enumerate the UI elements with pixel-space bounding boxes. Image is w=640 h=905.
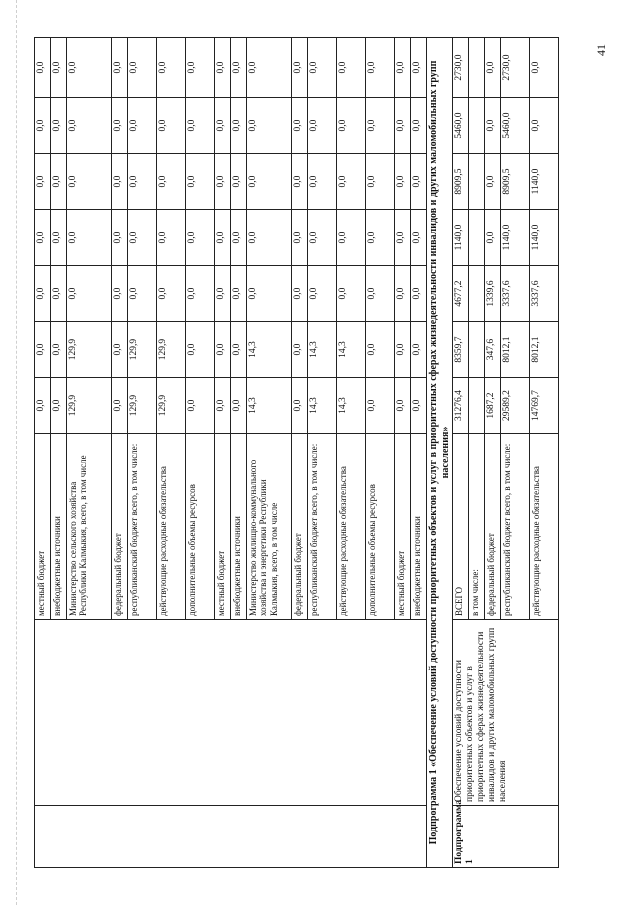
subprogram-heading-row [427, 38, 453, 868]
value-cell: 0,0 [157, 154, 186, 210]
value-cell: 0,0 [51, 38, 67, 98]
value-cell: 0,0 [366, 154, 395, 210]
value-cell: 0,0 [411, 322, 427, 378]
value-cell: 0,0 [411, 154, 427, 210]
value-cell: 0,0 [67, 38, 112, 98]
value-cell: 0,0 [308, 38, 337, 98]
value-cell: 0,0 [186, 38, 215, 98]
value-cell: 5460,0 [501, 98, 530, 154]
name-cell-empty [35, 620, 427, 806]
funding-source-cell: внебюджетные источники [411, 434, 427, 620]
value-cell: 0,0 [366, 378, 395, 434]
value-cell: 0,0 [411, 98, 427, 154]
value-cell: 0,0 [485, 98, 501, 154]
value-cell: 0,0 [67, 210, 112, 266]
value-cell: 0,0 [186, 154, 215, 210]
value-cell: 0,0 [411, 266, 427, 322]
value-cell: 0,0 [186, 378, 215, 434]
value-cell: 0,0 [67, 154, 112, 210]
value-cell: 1140,0 [453, 210, 469, 266]
value-cell: 14,3 [308, 378, 337, 434]
value-cell: 0,0 [308, 154, 337, 210]
value-cell: 0,0 [35, 154, 51, 210]
value-cell: 14,3 [337, 378, 366, 434]
value-cell [469, 378, 485, 434]
value-cell: 1140,0 [530, 154, 559, 210]
value-cell: 0,0 [186, 98, 215, 154]
value-cell: 0,0 [395, 154, 411, 210]
value-cell: 0,0 [35, 322, 51, 378]
value-cell: 0,0 [67, 98, 112, 154]
value-cell: 0,0 [530, 38, 559, 98]
value-cell: 0,0 [231, 266, 247, 322]
value-cell: 0,0 [308, 210, 337, 266]
value-cell: 0,0 [247, 266, 292, 322]
value-cell [469, 266, 485, 322]
value-cell: 0,0 [366, 322, 395, 378]
value-cell: 1339,6 [485, 266, 501, 322]
value-cell: 29589,2 [501, 378, 530, 434]
value-cell: 14,3 [247, 322, 292, 378]
value-cell: 0,0 [186, 322, 215, 378]
value-cell: 0,0 [51, 154, 67, 210]
funding-source-cell: республиканский бюджет всего, в том числе: [501, 434, 530, 620]
value-cell: 14769,7 [530, 378, 559, 434]
value-cell: 0,0 [247, 210, 292, 266]
table-row [35, 38, 51, 868]
value-cell [469, 98, 485, 154]
funding-source-cell: федеральный бюджет [112, 434, 128, 620]
value-cell: 0,0 [35, 378, 51, 434]
value-cell: 0,0 [128, 210, 157, 266]
table-body-top [35, 38, 427, 868]
value-cell: 1687,2 [485, 378, 501, 434]
value-cell: 8909,5 [453, 154, 469, 210]
value-cell: 1140,0 [530, 210, 559, 266]
funding-source-cell: в том числе: [469, 434, 485, 620]
value-cell: 0,0 [395, 38, 411, 98]
value-cell: 0,0 [157, 266, 186, 322]
value-cell: 0,0 [395, 378, 411, 434]
value-cell: 0,0 [337, 266, 366, 322]
table-row [453, 38, 469, 868]
value-cell: 0,0 [215, 154, 231, 210]
scan-edge-line [16, 0, 18, 905]
value-cell: 0,0 [337, 98, 366, 154]
value-cell: 0,0 [395, 322, 411, 378]
value-cell: 0,0 [247, 38, 292, 98]
value-cell: 0,0 [51, 266, 67, 322]
value-cell: 0,0 [128, 154, 157, 210]
value-cell: 0,0 [215, 98, 231, 154]
value-cell: 347,6 [485, 322, 501, 378]
funding-source-cell: действующие расходные обязательства [337, 434, 366, 620]
value-cell: 0,0 [186, 210, 215, 266]
budget-table-sheet [34, 38, 604, 868]
value-cell: 0,0 [215, 266, 231, 322]
value-cell [469, 154, 485, 210]
funding-source-cell: федеральный бюджет [485, 434, 501, 620]
value-cell: 0,0 [292, 266, 308, 322]
funding-source-cell: Министерство жилищно-коммунального хозяйства и энергетики Республики Калмыкия, всего, в том числе [247, 434, 292, 620]
value-cell: 8909,5 [501, 154, 530, 210]
value-cell: 0,0 [186, 266, 215, 322]
value-cell: 8012,1 [530, 322, 559, 378]
value-cell: 0,0 [411, 210, 427, 266]
status-cell-empty [35, 806, 427, 868]
value-cell: 0,0 [35, 266, 51, 322]
value-cell: 0,0 [112, 154, 128, 210]
value-cell: 0,0 [485, 210, 501, 266]
value-cell: 0,0 [128, 98, 157, 154]
value-cell: 0,0 [292, 322, 308, 378]
subprogram-name-cell: Обеспечение условий доступности приоритетных объектов и услуг в приоритетных сферах жизнедеятельности инвалидов и других маломобильных групп населения [453, 620, 559, 806]
value-cell: 3337,6 [530, 266, 559, 322]
value-cell: 0,0 [215, 38, 231, 98]
value-cell: 0,0 [247, 98, 292, 154]
value-cell: 0,0 [366, 266, 395, 322]
value-cell: 0,0 [231, 154, 247, 210]
value-cell [469, 210, 485, 266]
value-cell: 0,0 [51, 98, 67, 154]
value-cell: 0,0 [337, 154, 366, 210]
funding-source-cell: действующие расходные обязательства [157, 434, 186, 620]
value-cell: 0,0 [128, 266, 157, 322]
funding-source-cell: ВСЕГО [453, 434, 469, 620]
value-cell: 0,0 [366, 210, 395, 266]
value-cell: 0,0 [485, 38, 501, 98]
value-cell: 31276,4 [453, 378, 469, 434]
value-cell [469, 322, 485, 378]
value-cell: 0,0 [292, 210, 308, 266]
value-cell: 0,0 [366, 98, 395, 154]
funding-source-cell: местный бюджет [35, 434, 51, 620]
value-cell: 0,0 [51, 210, 67, 266]
funding-source-cell: внебюджетные источники [231, 434, 247, 620]
subprogram-status-cell: Подпрограмма 1 [453, 806, 559, 868]
funding-source-cell: федеральный бюджет [292, 434, 308, 620]
value-cell: 129,9 [157, 322, 186, 378]
value-cell: 2730,0 [501, 38, 530, 98]
value-cell: 14,3 [337, 322, 366, 378]
value-cell: 129,9 [67, 378, 112, 434]
value-cell: 0,0 [411, 38, 427, 98]
value-cell: 4677,2 [453, 266, 469, 322]
table-body-subprogram [453, 38, 559, 868]
value-cell: 0,0 [35, 98, 51, 154]
funding-source-cell: внебюджетные источники [51, 434, 67, 620]
value-cell: 0,0 [337, 38, 366, 98]
subprogram-heading: Подпрограмма 1 «Обеспечение условий доступности приоритетных объектов и услуг в приоритетных сферах жизнедеятельности инвалидов и других маломобильных групп населения» [427, 38, 453, 868]
value-cell: 0,0 [292, 378, 308, 434]
value-cell: 0,0 [215, 378, 231, 434]
value-cell: 129,9 [157, 378, 186, 434]
funding-source-cell: местный бюджет [215, 434, 231, 620]
value-cell: 0,0 [215, 210, 231, 266]
value-cell: 0,0 [157, 98, 186, 154]
funding-source-cell: республиканский бюджет всего, в том числе: [128, 434, 157, 620]
value-cell: 0,0 [530, 98, 559, 154]
value-cell: 0,0 [485, 154, 501, 210]
value-cell: 0,0 [112, 322, 128, 378]
funding-source-cell: местный бюджет [395, 434, 411, 620]
value-cell: 0,0 [112, 210, 128, 266]
value-cell: 0,0 [112, 38, 128, 98]
value-cell: 14,3 [308, 322, 337, 378]
value-cell: 0,0 [35, 38, 51, 98]
value-cell: 129,9 [128, 378, 157, 434]
funding-source-cell: Министерство сельского хозяйства Республики Калмыкия, всего, в том числе [67, 434, 112, 620]
value-cell: 8012,1 [501, 322, 530, 378]
value-cell: 8359,7 [453, 322, 469, 378]
value-cell: 14,3 [247, 378, 292, 434]
value-cell: 0,0 [231, 38, 247, 98]
value-cell: 0,0 [51, 378, 67, 434]
value-cell: 129,9 [128, 322, 157, 378]
value-cell: 0,0 [157, 210, 186, 266]
funding-source-cell: дополнительные объемы ресурсов [186, 434, 215, 620]
funding-source-cell: дополнительные объемы ресурсов [366, 434, 395, 620]
value-cell: 0,0 [112, 378, 128, 434]
value-cell: 0,0 [292, 154, 308, 210]
value-cell: 3337,6 [501, 266, 530, 322]
value-cell: 1140,0 [501, 210, 530, 266]
value-cell: 0,0 [308, 266, 337, 322]
value-cell: 0,0 [395, 266, 411, 322]
value-cell: 0,0 [292, 38, 308, 98]
value-cell: 0,0 [231, 322, 247, 378]
funding-source-cell: республиканский бюджет всего, в том числе: [308, 434, 337, 620]
value-cell: 0,0 [67, 266, 112, 322]
value-cell: 0,0 [395, 98, 411, 154]
value-cell: 0,0 [231, 210, 247, 266]
value-cell: 0,0 [308, 98, 337, 154]
value-cell: 0,0 [411, 378, 427, 434]
value-cell: 2730,0 [453, 38, 469, 98]
value-cell: 129,9 [67, 322, 112, 378]
value-cell: 0,0 [231, 378, 247, 434]
value-cell: 0,0 [215, 322, 231, 378]
value-cell: 0,0 [51, 322, 67, 378]
value-cell: 0,0 [247, 154, 292, 210]
value-cell: 0,0 [395, 210, 411, 266]
value-cell: 0,0 [366, 38, 395, 98]
value-cell: 0,0 [112, 98, 128, 154]
funding-source-cell: действующие расходные обязательства [530, 434, 559, 620]
value-cell: 0,0 [231, 98, 247, 154]
value-cell: 0,0 [337, 210, 366, 266]
value-cell: 0,0 [35, 210, 51, 266]
page-number: 41 [594, 44, 608, 56]
budget-table [34, 37, 559, 868]
value-cell: 0,0 [112, 266, 128, 322]
value-cell [469, 38, 485, 98]
value-cell: 0,0 [292, 98, 308, 154]
value-cell: 0,0 [128, 38, 157, 98]
value-cell: 0,0 [157, 38, 186, 98]
value-cell: 5460,0 [453, 98, 469, 154]
